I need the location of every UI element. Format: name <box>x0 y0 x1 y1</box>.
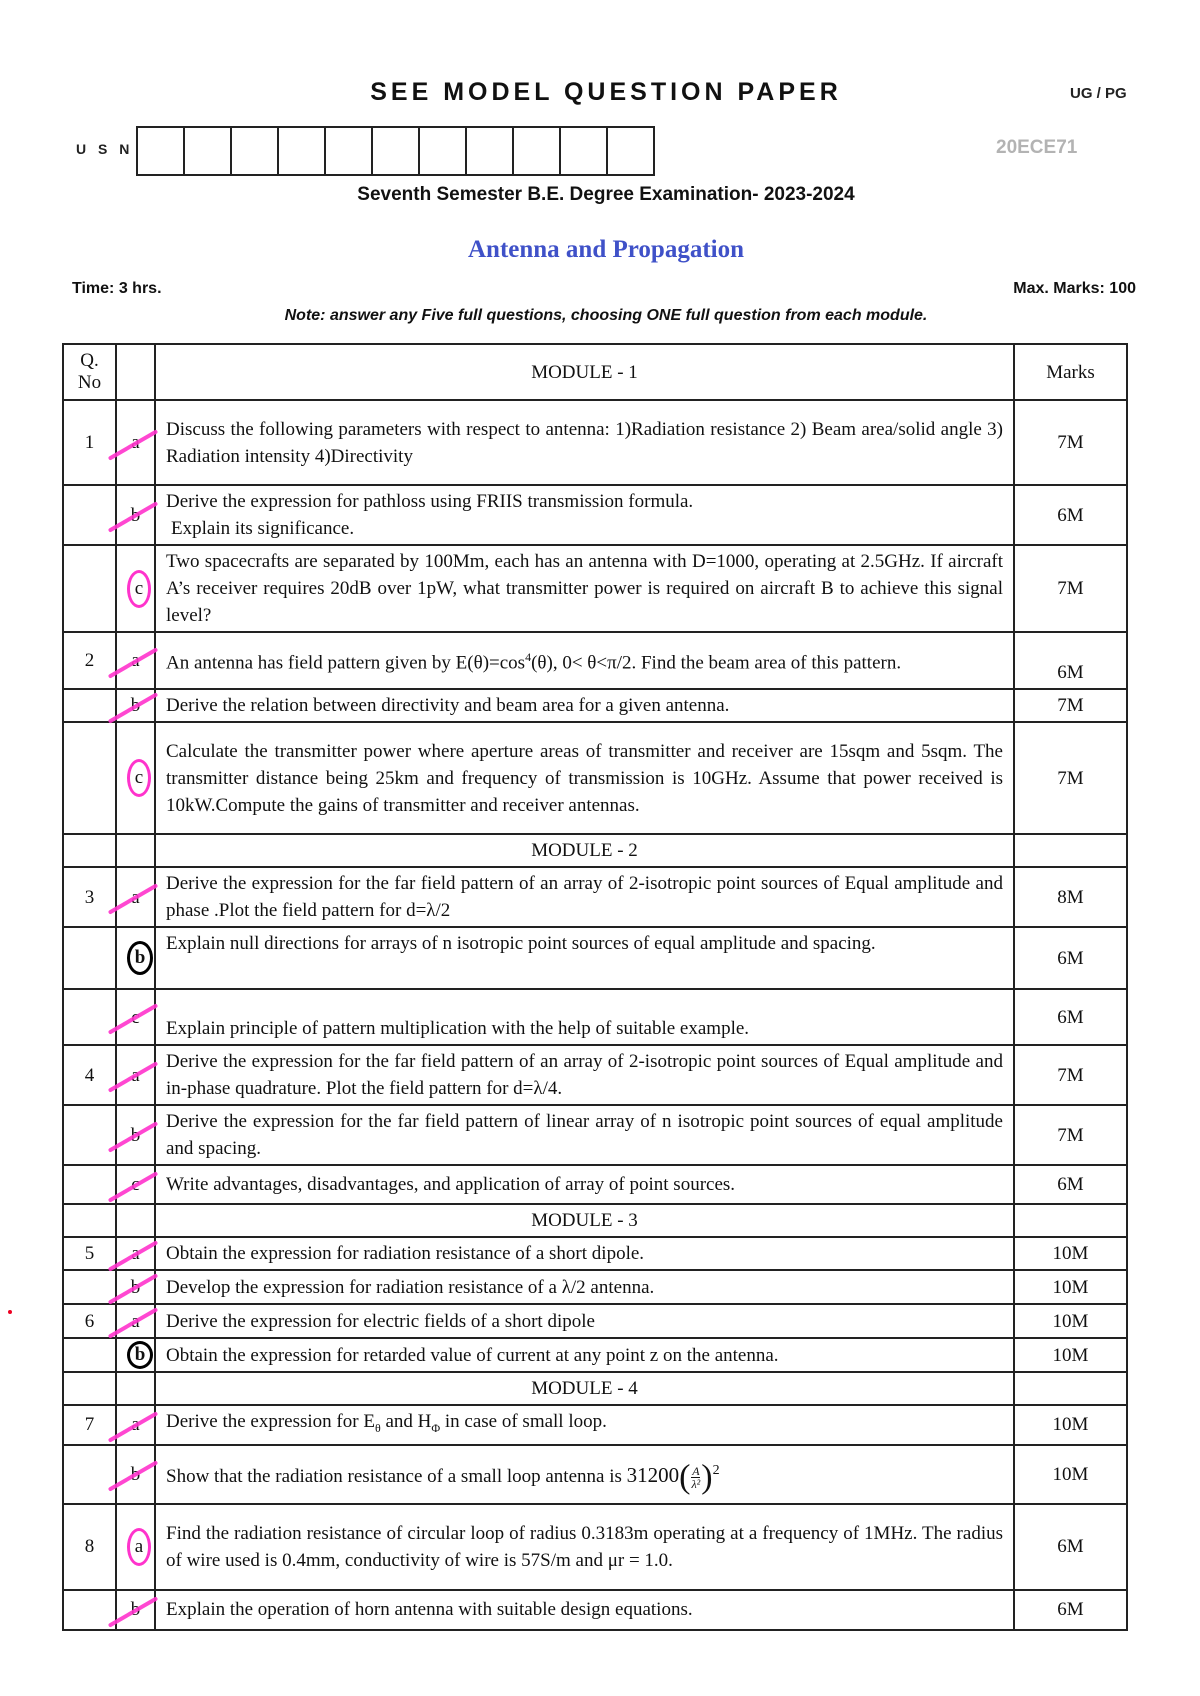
question-number: 3 <box>63 867 116 927</box>
question-number <box>63 1270 116 1304</box>
formula: $31200(\frac{A}{\text{λ²}})^2$ <box>626 1459 720 1497</box>
subpart-label <box>116 927 155 989</box>
exam-title: Seventh Semester B.E. Degree Examination- 2023-2024 <box>357 184 855 205</box>
subpart-label <box>116 1304 155 1338</box>
table-row <box>63 1504 1127 1590</box>
question-number: 8 <box>63 1504 116 1590</box>
marks-cell: 10M <box>1014 1445 1127 1504</box>
marks-cell: 7M <box>1014 545 1127 632</box>
subpart-label <box>116 1405 155 1445</box>
table-row <box>63 632 1127 689</box>
marks-cell: 10M <box>1014 1237 1127 1270</box>
module-title: MODULE - 3 <box>155 1204 1014 1237</box>
question-text: Derive the expression for $E_\theta$ and $H_\Phi$ in case of small loop. <box>155 1405 1014 1445</box>
question-text: Explain the operation of horn antenna with suitable design equations. <box>155 1590 1014 1630</box>
usn-box[interactable] <box>514 128 561 174</box>
marks-cell: 6M <box>1014 927 1127 989</box>
question-number: 4 <box>63 1045 116 1105</box>
table-row <box>63 1270 1127 1304</box>
marks-cell: 10M <box>1014 1304 1127 1338</box>
usn-label: U S N <box>76 141 134 157</box>
module-row <box>63 1372 1127 1405</box>
subpart-label <box>116 722 155 834</box>
usn-box[interactable] <box>232 128 279 174</box>
subpart-label <box>116 1445 155 1504</box>
table-row <box>63 1237 1127 1270</box>
question-number <box>63 927 116 989</box>
question-text: Derive the expression for the far field pattern of linear array of n isotropic point sources of equal amplitude and spacing. <box>155 1105 1014 1165</box>
subpart-label <box>116 1504 155 1590</box>
level-label: UG / PG <box>1070 85 1127 102</box>
instructions-note: Note: answer any Five full questions, choosing ONE full question from each module. <box>284 307 928 324</box>
module-title: MODULE - 2 <box>155 834 1014 867</box>
table-row <box>63 545 1127 632</box>
questions-table <box>62 343 1128 1631</box>
table-row <box>63 485 1127 545</box>
module-row <box>63 1204 1127 1237</box>
question-text: Discuss the following parameters with respect to antenna: 1)Radiation resistance 2) Beam area/solid angle 3) Radiation intensity 4)Directivity <box>155 400 1014 485</box>
subpart-label <box>116 1338 155 1372</box>
usn-box[interactable] <box>467 128 514 174</box>
question-number <box>63 485 116 545</box>
black-circle-mark: b <box>127 1341 153 1369</box>
question-text: Derive the relation between directivity and beam area for a given antenna. <box>155 689 1014 722</box>
marks-cell: 10M <box>1014 1338 1127 1372</box>
table-row <box>63 1304 1127 1338</box>
subpart-label <box>116 867 155 927</box>
subpart-label <box>116 485 155 545</box>
question-text: Derive the expression for the far field pattern of an array of 2-isotropic point sources of Equal amplitude and in-phase quadrature. Plot the field pattern for d=λ/4. <box>155 1045 1014 1105</box>
usn-boxes[interactable] <box>136 126 655 176</box>
subpart-label <box>116 1165 155 1204</box>
question-text: Show that the radiation resistance of a small loop antenna is $31200(\frac{A}{\text{λ²}})^2$ <box>155 1445 1014 1504</box>
table-row <box>63 1045 1127 1105</box>
question-number: 1 <box>63 400 116 485</box>
question-number <box>63 1105 116 1165</box>
marks-cell: 6M <box>1014 1590 1127 1630</box>
table-row <box>63 989 1127 1045</box>
module-row <box>63 834 1127 867</box>
subject-title: Antenna and Propagation <box>468 236 744 263</box>
question-number <box>63 722 116 834</box>
question-text: Explain principle of pattern multiplication with the help of suitable example. <box>155 989 1014 1045</box>
max-marks-label: Max. Marks: 100 <box>1013 280 1136 297</box>
question-number: 5 <box>63 1237 116 1270</box>
paper-title: SEE MODEL QUESTION PAPER <box>370 78 842 106</box>
subpart-label <box>116 632 155 689</box>
module-header: MODULE - 1 <box>155 344 1014 400</box>
question-text: Obtain the expression for radiation resistance of a short dipole. <box>155 1237 1014 1270</box>
marks-header: Marks <box>1014 344 1127 400</box>
subpart-label <box>116 989 155 1045</box>
subpart-label <box>116 545 155 632</box>
question-number <box>63 1445 116 1504</box>
module-title: MODULE - 4 <box>155 1372 1014 1405</box>
question-text: Explain null directions for arrays of n isotropic point sources of equal amplitude and spacing. <box>155 927 1014 989</box>
question-number: 2 <box>63 632 116 689</box>
marks-cell: 6M <box>1014 632 1127 689</box>
question-number <box>63 689 116 722</box>
table-row <box>63 1165 1127 1204</box>
usn-box[interactable] <box>608 128 655 174</box>
question-text: Write advantages, disadvantages, and application of array of point sources. <box>155 1165 1014 1204</box>
usn-box[interactable] <box>279 128 326 174</box>
table-row <box>63 1405 1127 1445</box>
question-text: Develop the expression for radiation resistance of a λ/2 antenna. <box>155 1270 1014 1304</box>
marks-cell: 6M <box>1014 485 1127 545</box>
marks-cell: 6M <box>1014 989 1127 1045</box>
usn-box[interactable] <box>185 128 232 174</box>
subpart-label <box>116 1270 155 1304</box>
table-row <box>63 927 1127 989</box>
usn-box[interactable] <box>373 128 420 174</box>
marks-cell: 10M <box>1014 1270 1127 1304</box>
marks-cell: 7M <box>1014 400 1127 485</box>
pink-circle-mark: a <box>127 1528 151 1566</box>
marks-cell: 7M <box>1014 689 1127 722</box>
question-number <box>63 989 116 1045</box>
subpart-label <box>116 1590 155 1630</box>
marks-cell: 6M <box>1014 1504 1127 1590</box>
marks-cell: 7M <box>1014 1045 1127 1105</box>
stray-mark <box>8 1310 12 1314</box>
qno-header: Q. No <box>63 344 116 400</box>
table-row <box>63 1590 1127 1630</box>
course-code: 20ECE71 <box>996 137 1078 158</box>
question-text: Derive the expression for the far field pattern of an array of 2-isotropic point sources of Equal amplitude and phase .Plot the field pattern for d=λ/2 <box>155 867 1014 927</box>
question-text: Derive the expression for electric fields of a short dipole <box>155 1304 1014 1338</box>
table-row <box>63 400 1127 485</box>
question-number <box>63 1338 116 1372</box>
marks-cell: 8M <box>1014 867 1127 927</box>
question-text: Find the radiation resistance of circular loop of radius 0.3183m operating at a frequency of 1MHz. The radius of wire used is 0.4mm, conductivity of wire is 57S/m and μr = 1.0. <box>155 1504 1014 1590</box>
black-circle-mark: b <box>127 941 153 975</box>
table-row <box>63 867 1127 927</box>
subpart-label <box>116 400 155 485</box>
usn-box[interactable] <box>138 128 185 174</box>
table-header-row <box>63 344 1127 400</box>
marks-cell: 6M <box>1014 1165 1127 1204</box>
pink-circle-mark: c <box>127 570 151 608</box>
question-text: Two spacecrafts are separated by 100Mm, each has an antenna with D=1000, operating at 2.5GHz. If aircraft A’s receiver requires 20dB over 1pW, what transmitter power is required on aircraft B to achieve this signal level? <box>155 545 1014 632</box>
table-row <box>63 1105 1127 1165</box>
table-row <box>63 722 1127 834</box>
subpart-label <box>116 1105 155 1165</box>
question-text: Derive the expression for pathloss using FRIIS transmission formula. Explain its significance. <box>155 485 1014 545</box>
question-text: Calculate the transmitter power where aperture areas of transmitter and receiver are 15sqm and 5sqm. The transmitter distance being 25km and frequency of transmission is 10GHz. Assume that power received is 10kW.Compute the gains of transmitter and receiver antennas. <box>155 722 1014 834</box>
time-label: Time: 3 hrs. <box>72 280 162 297</box>
usn-box[interactable] <box>326 128 373 174</box>
table-row <box>63 1445 1127 1504</box>
question-text: Obtain the expression for retarded value of current at any point z on the antenna. <box>155 1338 1014 1372</box>
table-row <box>63 1338 1127 1372</box>
subpart-label <box>116 689 155 722</box>
question-number <box>63 545 116 632</box>
marks-cell: 7M <box>1014 1105 1127 1165</box>
question-text: An antenna has field pattern given by $E(\theta)=\cos^4(\theta)$, 0< θ<π/2. Find the beam area of this pattern. <box>155 632 1014 689</box>
table-row <box>63 689 1127 722</box>
marks-cell: 7M <box>1014 722 1127 834</box>
usn-box[interactable] <box>561 128 608 174</box>
subpart-label <box>116 1237 155 1270</box>
question-number: 7 <box>63 1405 116 1445</box>
marks-cell: 10M <box>1014 1405 1127 1445</box>
usn-box[interactable] <box>420 128 467 174</box>
pink-circle-mark: c <box>127 759 151 797</box>
question-number: 6 <box>63 1304 116 1338</box>
subpart-label <box>116 1045 155 1105</box>
